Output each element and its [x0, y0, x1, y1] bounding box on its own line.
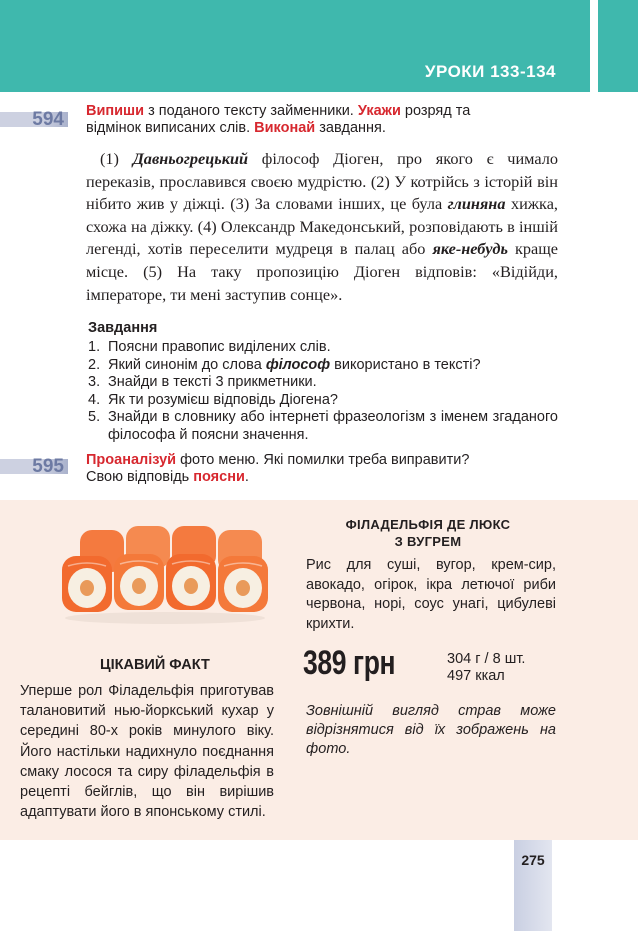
header-side-block [598, 0, 638, 92]
assignment-item: 4. Як ти розумієш відповідь Діогена? [88, 391, 338, 408]
task-595-line2: Свою відповідь поясни. [86, 469, 249, 485]
task-number-595: 595 [0, 459, 68, 474]
menu-item-title: ФІЛАДЕЛЬФІЯ ДЕ ЛЮКС З ВУГРЕМ [345, 517, 511, 549]
assignment-title: Завдання [88, 320, 158, 336]
task-594-instruction [86, 103, 556, 137]
fact-text: Уперше рол Філадельфія приготував талановитий нью-йоркський кухар у середині 80-х років минулого віку. Його настільки надихнуло поєднання смаку лосося та сиру філадельфія в рецепті бейглів, що він вирішив адаптувати його в японському стилі. [20, 683, 274, 821]
assignment-item: 3. Знайди в тексті 3 прикметники. [88, 374, 317, 391]
lessons-title: УРОКИ 133-134 [424, 62, 556, 81]
task-number-594: 594 [0, 112, 68, 127]
assignment-item: 1. Поясни правопис виділених слів. [88, 339, 331, 355]
task-595-line1: Проаналізуй фото меню. Які помилки треба виправити? [86, 452, 470, 468]
menu-item-weight: 304 г / 8 шт. 497 ккал [447, 651, 526, 684]
task-594-line2: відмінок виписаних слів. Виконай завдання. [86, 120, 386, 136]
task-595-instruction [86, 452, 556, 486]
menu-item-price: 389 грн [303, 644, 396, 682]
fact-title: ЦІКАВИЙ ФАКТ [100, 657, 210, 673]
assignment-item: 2. Який синонім до слова філософ використано в тексті? [88, 356, 481, 373]
page-number: 275 [521, 852, 545, 868]
menu-item-description: Рис для суші, вугор, крем-сир, авокадо, огірок, ікра летючої риби червона, норі, соус унагі, цибулеві крихти. [306, 557, 556, 632]
diogenes-passage: (1) Давньогрецький філософ Діоген, про якого є чимало переказів, прославився своєю мудрістю. (2) У котрійсь з історій він нібито жив у діжці. (3) За словами інших, це була глиняна хижка, схожа на діжку. (4) Олександр Македонський, розповідають в іншій легенді, хотів переселити мудреця в палац або яке-небудь краще місце. (5) На таку пропозицію Діоген відповів: «Відійди, імператоре, ти мені заступив сонце». [86, 149, 559, 304]
task-594-line1: Випиши з поданого тексту займенники. Укажи розряд та [86, 103, 471, 119]
sushi-rolls-image [58, 522, 272, 626]
assignment-item: 5. Знайди в словнику або інтернеті фразеологізм з іменем згаданого філософа й поясни значення. [88, 409, 558, 443]
menu-disclaimer: Зовнішній вигляд страв може відрізнятися від їх зображень на фото. [306, 703, 556, 757]
assignment-list [88, 339, 558, 445]
